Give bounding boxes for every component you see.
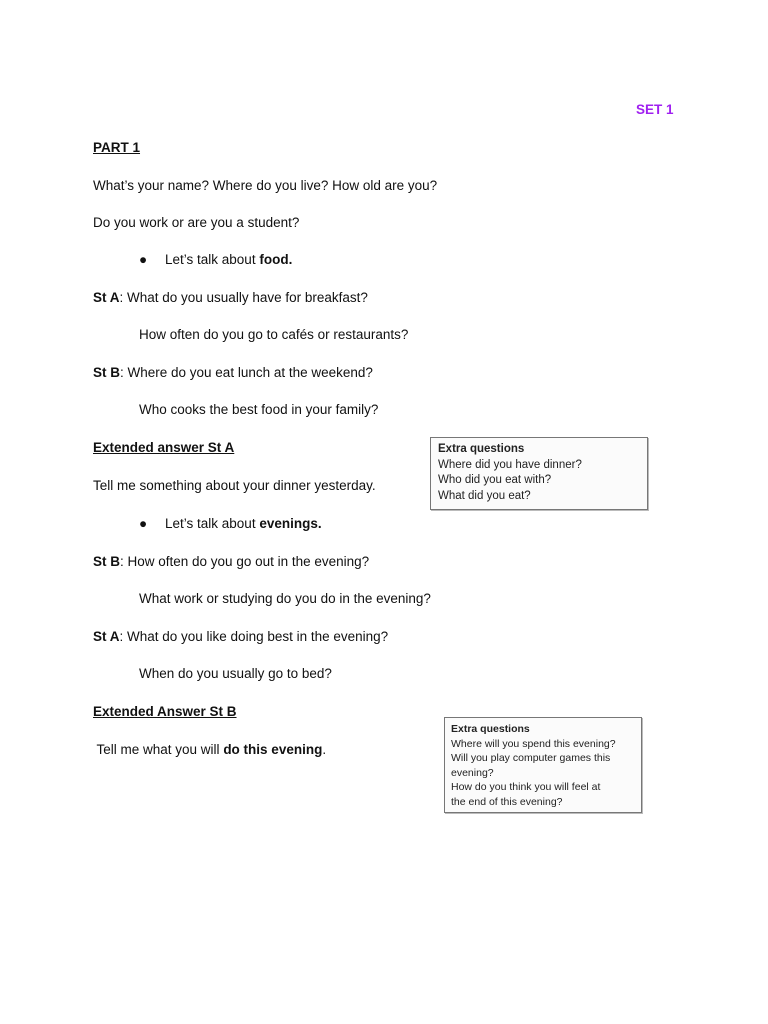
intro-question-2: Do you work or are you a student? — [93, 215, 300, 230]
extra-question: What did you eat? — [438, 489, 531, 502]
intro-question-1: What’s your name? Where do you live? How old are you? — [93, 178, 438, 193]
extended-answer-text-a: Tell me something about your dinner yesterday. — [93, 478, 376, 493]
topic-name: evenings. — [259, 516, 322, 531]
topic-prefix: Let’s talk about — [165, 252, 260, 267]
extended-suffix: . — [322, 742, 327, 757]
extended-bold: do this evening — [223, 742, 323, 757]
part-title: PART 1 — [93, 140, 141, 155]
st-a-question-3 — [93, 629, 388, 645]
extra-question: Where did you have dinner? — [438, 458, 582, 471]
bullet-icon: ● — [139, 516, 148, 531]
topic-prefix: Let’s talk about — [165, 516, 260, 531]
set-label: SET 1 — [636, 102, 674, 117]
extended-answer-title-a: Extended answer St A — [93, 440, 235, 455]
extended-answer-text-b — [93, 742, 326, 758]
extended-answer-title-b: Extended Answer St B — [93, 704, 237, 719]
bullet-icon: ● — [139, 252, 148, 267]
extra-question: Where will you spend this evening? — [451, 737, 616, 750]
student-label: St A — [93, 290, 120, 305]
extra-question: Who did you eat with? — [438, 474, 552, 486]
st-a-question-1 — [93, 290, 368, 306]
question-text: : How often do you go out in the evening? — [120, 554, 370, 569]
extra-questions-box-food — [430, 437, 648, 510]
student-label: St A — [93, 629, 120, 644]
question-text: : What do you usually have for breakfast? — [119, 290, 368, 305]
extra-question: the end of this evening? — [451, 795, 563, 808]
topic-name: food. — [259, 252, 293, 267]
extra-questions-box-evenings — [444, 717, 642, 813]
extra-questions-title: Extra questions — [451, 723, 530, 735]
st-a-question-4: When do you usually go to bed? — [139, 666, 332, 681]
question-text: : What do you like doing best in the evening? — [119, 629, 389, 644]
topic-food — [139, 252, 292, 268]
student-label: St B — [93, 554, 120, 569]
extra-question: How do you think you will feel at — [451, 781, 601, 793]
extra-question: Will you play computer games this — [451, 752, 611, 764]
student-label: St B — [93, 365, 120, 380]
topic-evenings — [139, 516, 322, 532]
st-b-question-2: Who cooks the best food in your family? — [139, 402, 379, 417]
question-text: : Where do you eat lunch at the weekend? — [120, 365, 373, 380]
st-a-question-2: How often do you go to cafés or restaurants? — [139, 327, 409, 342]
extended-prefix: Tell me what you will — [93, 742, 224, 757]
extra-question: evening? — [451, 766, 494, 779]
st-b-question-4: What work or studying do you do in the evening? — [139, 591, 431, 606]
st-b-question-1 — [93, 365, 373, 381]
st-b-question-3 — [93, 554, 369, 570]
extra-questions-title: Extra questions — [438, 443, 525, 455]
